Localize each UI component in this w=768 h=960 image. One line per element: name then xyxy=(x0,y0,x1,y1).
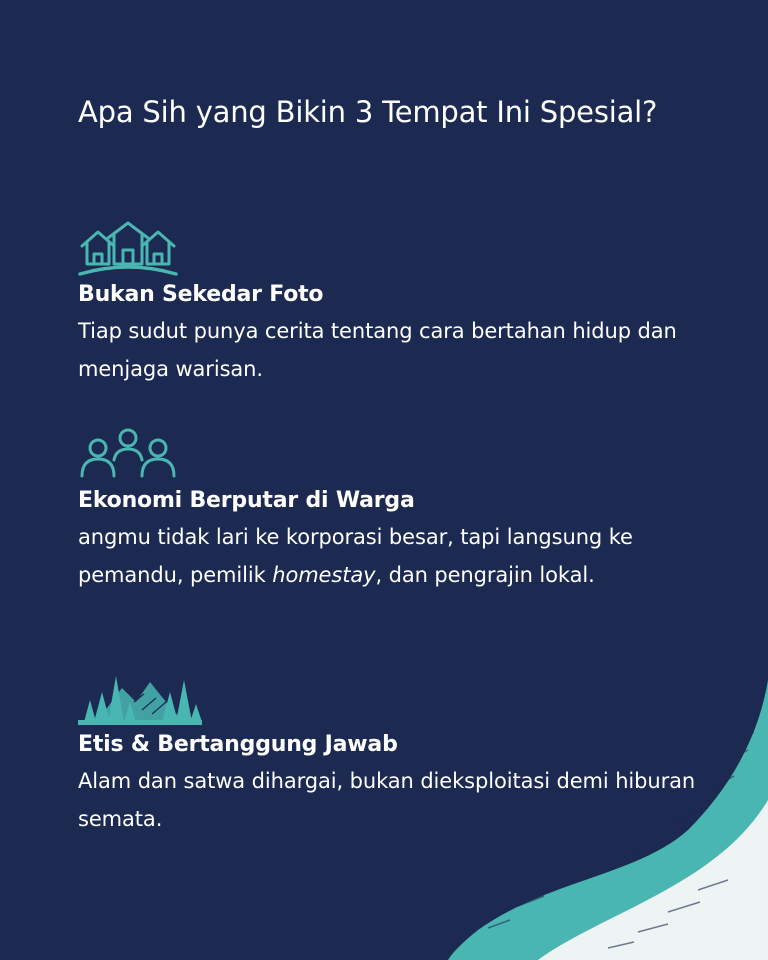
section-heading: Etis & Bertanggung Jawab xyxy=(78,732,398,757)
section-body: Alam dan satwa dihargai, bukan dieksploitasi demi hiburan semata. xyxy=(78,769,696,831)
feature-section-economy xyxy=(78,426,698,594)
forest-mountains-icon xyxy=(78,672,202,726)
village-houses-icon xyxy=(78,220,178,276)
section-body: Tiap sudut punya cerita tentang cara bertahan hidup dan menjaga warisan. xyxy=(78,319,677,381)
feature-section-photo xyxy=(78,220,698,388)
community-people-icon xyxy=(78,426,178,482)
decorative-wave xyxy=(438,680,768,960)
homestay-emphasis: homestay xyxy=(272,563,376,587)
page-title: Apa Sih yang Bikin 3 Tempat Ini Spesial? xyxy=(78,95,658,129)
section-body: angmu tidak lari ke korporasi besar, tapi langsung ke pemandu, pemilik homestay, dan pengrajin lokal. xyxy=(78,525,633,587)
section-heading: Bukan Sekedar Foto xyxy=(78,282,324,307)
section-heading: Ekonomi Berputar di Warga xyxy=(78,488,415,513)
